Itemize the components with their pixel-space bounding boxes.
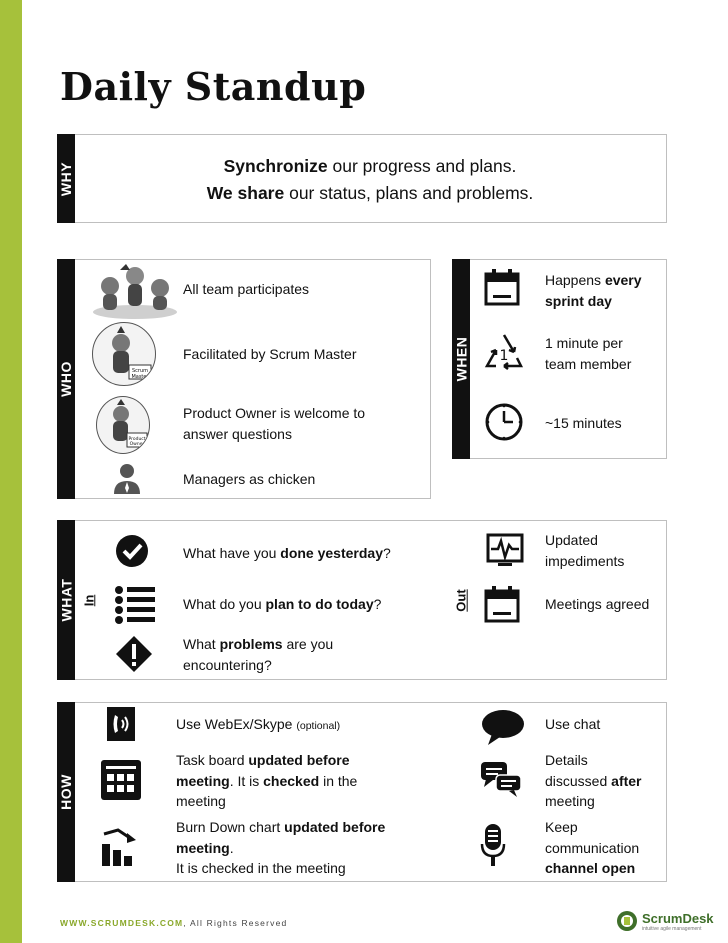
svg-text:Owner: Owner (129, 442, 145, 447)
manager-person-icon (112, 462, 142, 494)
what-plan-post: ? (373, 596, 382, 612)
when-one-minute (545, 333, 631, 374)
calendar-icon (484, 585, 520, 625)
how-task-post: in the (319, 772, 358, 789)
when-one-minute-line-2: team member (545, 355, 632, 372)
what-updated-line-1: Updated (545, 532, 598, 548)
phone-icon (106, 706, 136, 742)
what-in-label: In (81, 594, 97, 606)
accent-sidebar-bar (0, 0, 22, 943)
how-task-pre: Task board (176, 752, 249, 768)
how-use-chat: Use chat (545, 716, 601, 732)
warning-icon (114, 634, 154, 674)
how-burndown-meeting-bold: meeting (176, 839, 230, 856)
scrumdesk-logo-mark-icon (616, 910, 638, 932)
when-fifteen-minutes: ~15 minutes (545, 415, 622, 431)
how-task-line-3: meeting (176, 793, 226, 809)
why-line-1-rest: our progress and plans. (327, 156, 517, 176)
burndown-chart-icon (100, 824, 142, 868)
when-every-bold: every (604, 272, 642, 288)
how-details-pre: discussed (545, 772, 612, 789)
who-product-owner-line-2: answer questions (183, 426, 292, 442)
microphone-icon (480, 822, 506, 870)
who-band: WHO (57, 259, 75, 499)
page-title: Daily Standup (60, 64, 367, 109)
what-problems-bold: problems (219, 636, 283, 652)
how-details-line-3: meeting (545, 793, 595, 809)
why-band: WHY (57, 134, 75, 223)
pulse-monitor-icon (486, 531, 524, 569)
when-every-sprint-day (545, 270, 642, 311)
when-band: WHEN (452, 259, 470, 459)
why-section (57, 134, 667, 223)
clock-icon (484, 402, 524, 442)
scrumdesk-logo (616, 910, 714, 932)
how-details (545, 750, 642, 812)
what-updated-line-2: impediments (545, 552, 625, 569)
what-updated-impediments (545, 530, 624, 571)
how-burndown-pre: Burn Down chart (176, 819, 285, 835)
when-sprint-day-bold: sprint day (545, 292, 612, 309)
what-done-post: ? (383, 545, 391, 561)
footer-rights: , All Rights Reserved (183, 918, 288, 928)
scrum-master-cartoon-icon (92, 322, 156, 386)
how-keep-line-1: Keep (545, 819, 578, 835)
how-task-bold: updated before (248, 752, 350, 768)
what-done-pre: What have you (183, 545, 281, 561)
how-burndown-line-3: It is checked in the meeting (176, 860, 346, 876)
how-webex (176, 714, 340, 737)
logo-name: ScrumDesk (642, 910, 714, 926)
product-owner-cartoon-icon (96, 396, 150, 454)
list-icon (114, 584, 156, 624)
how-task-board (176, 750, 357, 812)
svg-text:1: 1 (499, 348, 509, 364)
how-burndown (176, 817, 385, 879)
how-webex-text: Use WebEx/Skype (176, 716, 297, 732)
what-plan-today (183, 594, 381, 615)
footer-url-link[interactable]: WWW.SCRUMDESK.COM (60, 918, 184, 928)
we-share-bold: We share (206, 183, 285, 203)
how-burndown-post: . (229, 839, 234, 856)
who-all-team: All team participates (183, 281, 310, 297)
svg-text:Master: Master (131, 374, 149, 380)
discussion-bubbles-icon (480, 760, 522, 798)
how-task-checked-bold: checked (263, 772, 320, 789)
who-managers: Managers as chicken (183, 471, 316, 487)
recycle-one-icon (484, 332, 524, 372)
team-cartoon-icon (90, 262, 180, 320)
why-line-2-rest: our status, plans and problems. (284, 183, 534, 203)
why-line-2 (80, 181, 660, 205)
what-problems-pre: What (183, 636, 220, 652)
what-done-bold: done yesterday (280, 545, 383, 561)
what-done-yesterday (183, 543, 391, 564)
how-band: HOW (57, 702, 75, 882)
what-band: WHAT (57, 520, 75, 680)
how-details-after-bold: after (611, 772, 642, 789)
how-channel-open-bold: channel open (545, 860, 636, 876)
what-plan-bold: plan to do today (265, 596, 374, 612)
synchronize-bold: Synchronize (223, 156, 328, 176)
logo-tagline: intuitive agile management (642, 925, 702, 932)
what-problems-line-2: encountering? (183, 656, 272, 673)
what-problems (183, 634, 333, 675)
who-scrum-master: Facilitated by Scrum Master (183, 346, 357, 362)
how-task-mid: . It is (229, 772, 264, 789)
what-meetings-agreed: Meetings agreed (545, 596, 650, 612)
calendar-icon (484, 268, 520, 308)
when-happens: Happens (545, 272, 605, 288)
how-keep-line-2: communication (545, 839, 640, 856)
how-task-meeting-bold: meeting (176, 772, 230, 789)
svg-text:Product: Product (128, 437, 146, 442)
task-board-icon (100, 758, 142, 802)
when-one-minute-line-1: 1 minute per (545, 335, 623, 351)
chat-bubble-icon (480, 707, 526, 747)
what-plan-pre: What do you (183, 596, 266, 612)
svg-text:Scrum: Scrum (131, 368, 149, 374)
who-product-owner-line-1: Product Owner is welcome to (183, 405, 366, 421)
how-keep-channel (545, 817, 639, 879)
checkmark-circle-icon (114, 533, 150, 569)
what-out-label: Out (453, 588, 469, 612)
how-details-line-1: Details (545, 752, 588, 768)
why-line-1 (80, 154, 660, 178)
how-burndown-bold: updated before (284, 819, 386, 835)
what-problems-post: are you (282, 636, 334, 652)
how-webex-optional: (optional) (296, 720, 341, 732)
footer-copyright (60, 918, 287, 928)
